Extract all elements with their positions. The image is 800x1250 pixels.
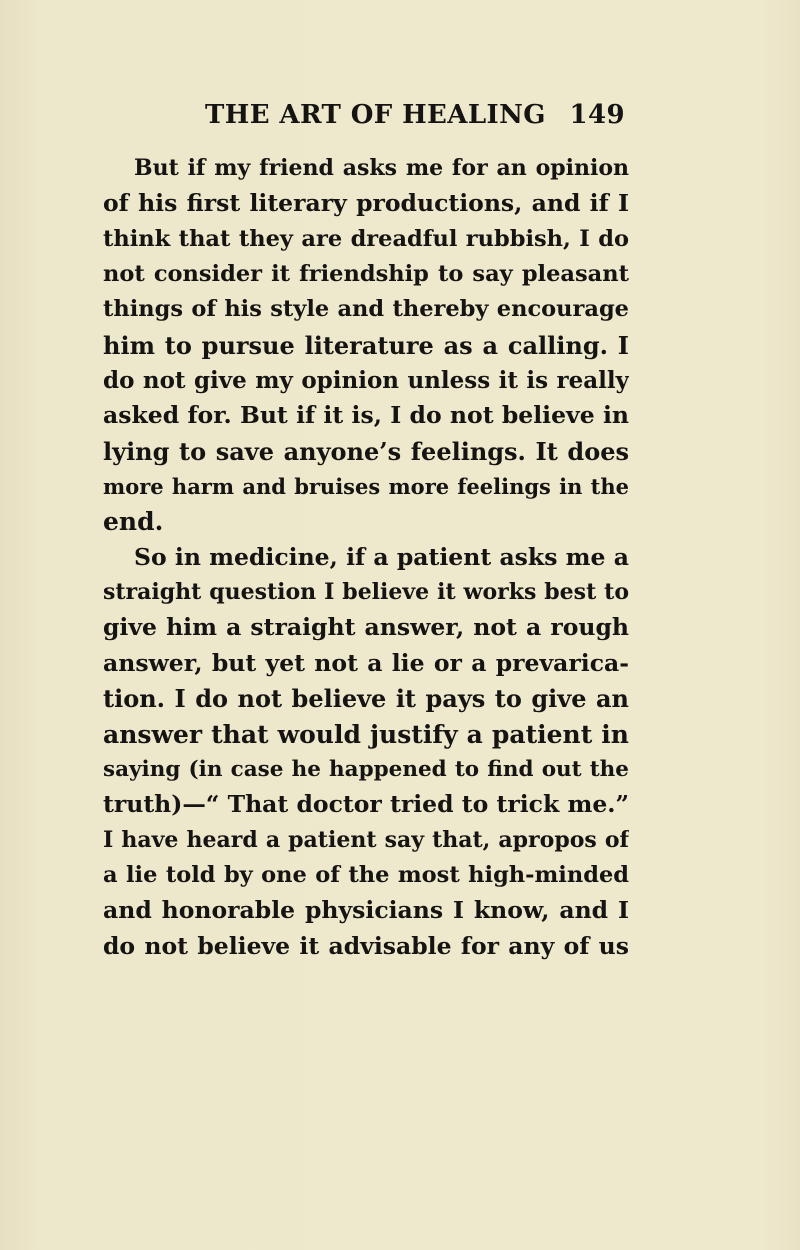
text-line: end. (103, 507, 164, 537)
text-line: saying (in case he happened to find out the (103, 756, 629, 782)
text-line: tion. I do not believe it pays to give an (103, 684, 629, 714)
text-line: him to pursue literature as a calling. I (103, 330, 629, 360)
text-line: I have heard a patient say that, apropos of (103, 826, 629, 853)
text-line: more harm and bruises more feelings in the (103, 474, 629, 500)
text-line: of his first literary productions, and if I (103, 189, 629, 218)
text-line: answer that would justify a patient in (103, 719, 629, 749)
text-line: and honorable physicians I know, and I (103, 896, 629, 925)
text-line: truth)—“ That doctor tried to trick me.” (103, 790, 629, 819)
text-line: do not believe it advisable for any of us (103, 931, 629, 960)
running-head-title: THE ART OF HEALING (205, 100, 546, 130)
text-line: But if my friend asks me for an opinion (134, 155, 629, 181)
paragraph-1 (103, 151, 629, 540)
running-head (205, 100, 625, 140)
text-line: do not give my opinion unless it is really (103, 367, 629, 395)
text-line: things of his style and thereby encourage (103, 296, 629, 323)
body-text (103, 151, 629, 964)
text-line: not consider it friendship to say pleasant (103, 261, 629, 288)
text-line: lying to save anyone’s feelings. It does (103, 436, 629, 466)
text-line: asked for. But if it is, I do not believe in (103, 401, 629, 430)
text-line: answer, but yet not a lie or a prevarica- (103, 648, 629, 677)
text-line: give him a straight answer, not a rough (103, 613, 629, 642)
paragraph-2 (103, 540, 629, 964)
text-line: think that they are dreadful rubbish, I do (103, 225, 629, 252)
page-number: 149 (569, 100, 625, 130)
text-line: straight question I believe it works best to (103, 579, 629, 606)
text-line: a lie told by one of the most high-minded (103, 861, 629, 888)
text-line: So in medicine, if a patient asks me a (134, 542, 629, 571)
